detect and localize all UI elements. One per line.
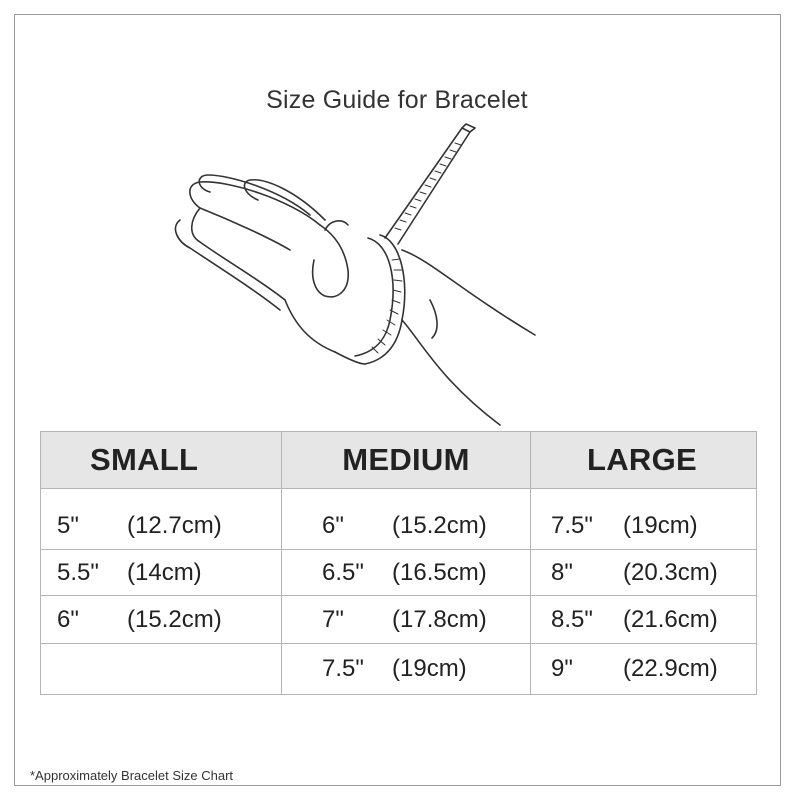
inch-value: 6.5" — [322, 558, 364, 586]
cm-value: (17.8cm) — [392, 605, 487, 633]
small-cell — [41, 596, 282, 644]
cm-value: (16.5cm) — [392, 558, 487, 586]
inch-value: 6" — [322, 512, 344, 539]
inch-value: 7.5" — [322, 655, 364, 682]
small-cell — [41, 550, 282, 596]
page-title: Size Guide for Bracelet — [266, 86, 528, 114]
cm-value: (19cm) — [623, 512, 698, 539]
header-medium: MEDIUM — [282, 432, 531, 489]
header-small: SMALL — [41, 432, 282, 489]
inch-value: 5" — [57, 512, 79, 539]
table-row — [41, 489, 757, 550]
table-header-row — [41, 432, 757, 489]
inch-value: 8" — [551, 558, 573, 586]
cm-value: (19cm) — [392, 655, 467, 682]
medium-cell — [282, 596, 531, 644]
small-cell — [41, 644, 282, 695]
small-cell — [41, 489, 282, 550]
inch-value: 7" — [322, 605, 344, 633]
cm-value: (15.2cm) — [392, 512, 487, 539]
medium-cell — [282, 644, 531, 695]
table-row — [41, 644, 757, 695]
inch-value: 8.5" — [551, 605, 593, 633]
table-row — [41, 596, 757, 644]
cm-value: (15.2cm) — [127, 605, 222, 633]
header-large: LARGE — [531, 432, 757, 489]
inch-value: 9" — [551, 655, 573, 682]
large-cell — [531, 596, 757, 644]
table-row — [41, 550, 757, 596]
cm-value: (20.3cm) — [623, 558, 718, 586]
cm-value: (12.7cm) — [127, 512, 222, 539]
inch-value: 6" — [57, 605, 79, 633]
inch-value: 5.5" — [57, 558, 99, 586]
medium-cell — [282, 550, 531, 596]
hand-wrist-measuring-tape-icon — [170, 120, 550, 430]
size-chart-table — [40, 431, 757, 695]
cm-value: (21.6cm) — [623, 605, 718, 633]
footnote: *Approximately Bracelet Size Chart — [30, 768, 234, 783]
large-cell — [531, 489, 757, 550]
large-cell — [531, 644, 757, 695]
footnote-divider — [274, 785, 781, 786]
cm-value: (22.9cm) — [623, 655, 718, 682]
medium-cell — [282, 489, 531, 550]
cm-value: (14cm) — [127, 558, 202, 586]
large-cell — [531, 550, 757, 596]
inch-value: 7.5" — [551, 512, 593, 539]
